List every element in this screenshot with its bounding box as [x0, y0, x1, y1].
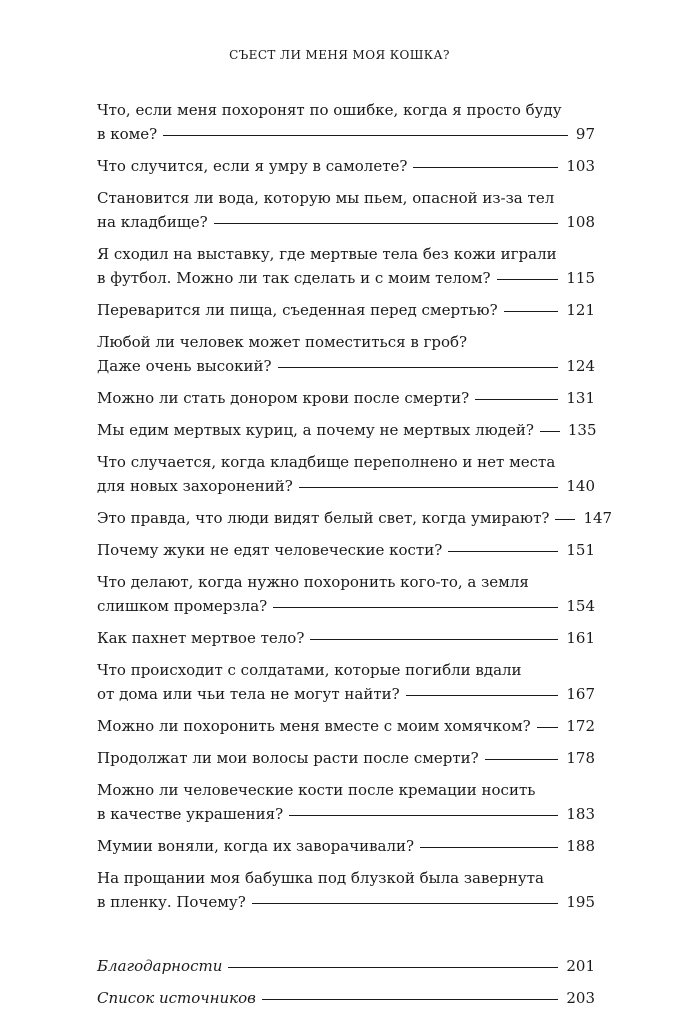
dot-leader	[228, 967, 558, 968]
toc-entry-page-number: 183	[566, 805, 595, 823]
toc-entry-title-line1: Любой ли человек может поместиться в гроб?	[97, 333, 468, 351]
dot-leader	[406, 695, 559, 696]
toc-entry-title: в пленку. Почему?	[97, 893, 246, 911]
toc-entry[interactable]	[97, 386, 595, 410]
toc-entry-page-number: 131	[566, 389, 595, 407]
toc-entry-page-number: 140	[566, 477, 595, 495]
dot-leader	[420, 847, 558, 848]
toc-entry[interactable]	[97, 418, 595, 442]
toc-entry[interactable]	[97, 538, 595, 562]
dot-leader	[475, 399, 558, 400]
toc-entry-page-number: 121	[566, 301, 595, 319]
toc-entry[interactable]	[97, 658, 595, 706]
toc-entry-title: в футбол. Можно ли так сделать и с моим телом?	[97, 269, 491, 287]
toc-entry-title: Продолжат ли мои волосы расти после смерти?	[97, 749, 479, 767]
toc-entry-title: Можно ли стать донором крови после смерти?	[97, 389, 470, 407]
toc-entry-page-number: 115	[566, 269, 595, 287]
dot-leader	[273, 607, 558, 608]
toc-entry-title: слишком промерзла?	[97, 597, 268, 615]
toc-entry-title: Можно ли похоронить меня вместе с моим хомячком?	[97, 717, 531, 735]
toc-entry-title: Даже очень высокий?	[97, 357, 272, 375]
toc-entry[interactable]	[97, 330, 595, 378]
toc-entry-page-number: 103	[566, 157, 595, 175]
table-of-contents	[97, 98, 613, 1010]
toc-entry-page-number: 97	[575, 125, 595, 143]
toc-entry-page-number: 147	[583, 509, 613, 527]
toc-entry-title: Это правда, что люди видят белый свет, когда умирают?	[97, 509, 550, 527]
toc-entry-title: Что случится, если я умру в самолете?	[97, 157, 408, 175]
toc-entry-title: Как пахнет мертвое тело?	[97, 629, 305, 647]
toc-entry[interactable]	[97, 746, 595, 770]
dot-leader	[278, 367, 559, 368]
toc-entry[interactable]	[97, 450, 595, 498]
toc-entry[interactable]	[97, 626, 595, 650]
dot-leader	[497, 279, 559, 280]
dot-leader	[310, 639, 558, 640]
toc-entry-title: для новых захоронений?	[97, 477, 293, 495]
dot-leader	[448, 551, 558, 552]
toc-entry-title-line1: Что делают, когда нужно похоронить кого-то, а земля	[97, 573, 529, 591]
toc-entry-title: Почему жуки не едят человеческие кости?	[97, 541, 443, 559]
toc-entry-title: Благодарности	[97, 957, 223, 975]
dot-leader	[537, 727, 559, 728]
dot-leader	[252, 903, 559, 904]
toc-entry-title: Список источников	[97, 989, 256, 1007]
toc-entry[interactable]	[97, 866, 595, 914]
toc-entry-title-line1: Что, если меня похоронят по ошибке, когда я просто буду	[97, 101, 562, 119]
toc-entry-title: на кладбище?	[97, 213, 208, 231]
toc-entry[interactable]	[97, 154, 595, 178]
toc-entry[interactable]	[97, 186, 595, 234]
toc-entry-title-line1: Можно ли человеческие кости после кремации носить	[97, 781, 536, 799]
dot-leader	[540, 431, 560, 432]
toc-entry-title-line1: Что случается, когда кладбище переполнено и нет места	[97, 453, 556, 471]
dot-leader	[214, 223, 559, 224]
dot-leader	[504, 311, 559, 312]
toc-entry-sources[interactable]	[97, 986, 595, 1010]
toc-entry-title: Мумии воняли, когда их заворачивали?	[97, 837, 415, 855]
toc-entry[interactable]	[97, 98, 595, 146]
toc-entry-page-number: 154	[566, 597, 595, 615]
toc-entry-page-number: 108	[566, 213, 595, 231]
dot-leader	[163, 135, 568, 136]
toc-entry-page-number: 135	[567, 421, 597, 439]
toc-entry[interactable]	[97, 834, 595, 858]
toc-entry-title: Переварится ли пища, съеденная перед смертью?	[97, 301, 498, 319]
dot-leader	[289, 815, 558, 816]
toc-entry-page-number: 203	[566, 989, 595, 1007]
toc-entry-title: Мы едим мертвых куриц, а почему не мертвых людей?	[97, 421, 534, 439]
dot-leader	[299, 487, 559, 488]
toc-entry[interactable]	[97, 714, 595, 738]
toc-entry-title: от дома или чьи тела не могут найти?	[97, 685, 400, 703]
toc-entry-title-line1: Что происходит с солдатами, которые погибли вдали	[97, 661, 522, 679]
dot-leader	[555, 519, 575, 520]
toc-entry[interactable]	[97, 506, 613, 530]
toc-entry-acknowledgments[interactable]	[97, 954, 595, 978]
toc-entry-title-line1: Становится ли вода, которую мы пьем, опасной из-за тел	[97, 189, 555, 207]
toc-entry-title: в коме?	[97, 125, 158, 143]
toc-entry-page-number: 201	[566, 957, 595, 975]
toc-entry-page-number: 178	[566, 749, 595, 767]
dot-leader	[485, 759, 559, 760]
toc-entry-title-line1: Я сходил на выставку, где мертвые тела без кожи играли	[97, 245, 557, 263]
toc-entry-page-number: 167	[566, 685, 595, 703]
toc-entry[interactable]	[97, 778, 595, 826]
toc-entry-page-number: 124	[566, 357, 595, 375]
toc-entry[interactable]	[97, 242, 595, 290]
toc-entry-page-number: 151	[566, 541, 595, 559]
toc-entry-title: в качестве украшения?	[97, 805, 284, 823]
running-head: СЪЕСТ ЛИ МЕНЯ МОЯ КОШКА?	[229, 48, 450, 62]
toc-entry-page-number: 172	[566, 717, 595, 735]
toc-entry-title-line1: На прощании моя бабушка под блузкой была завернута	[97, 869, 544, 887]
toc-entry-page-number: 188	[566, 837, 595, 855]
toc-entry[interactable]	[97, 570, 595, 618]
toc-entry[interactable]	[97, 298, 595, 322]
toc-entry-page-number: 195	[566, 893, 595, 911]
dot-leader	[413, 167, 558, 168]
toc-entry-page-number: 161	[566, 629, 595, 647]
